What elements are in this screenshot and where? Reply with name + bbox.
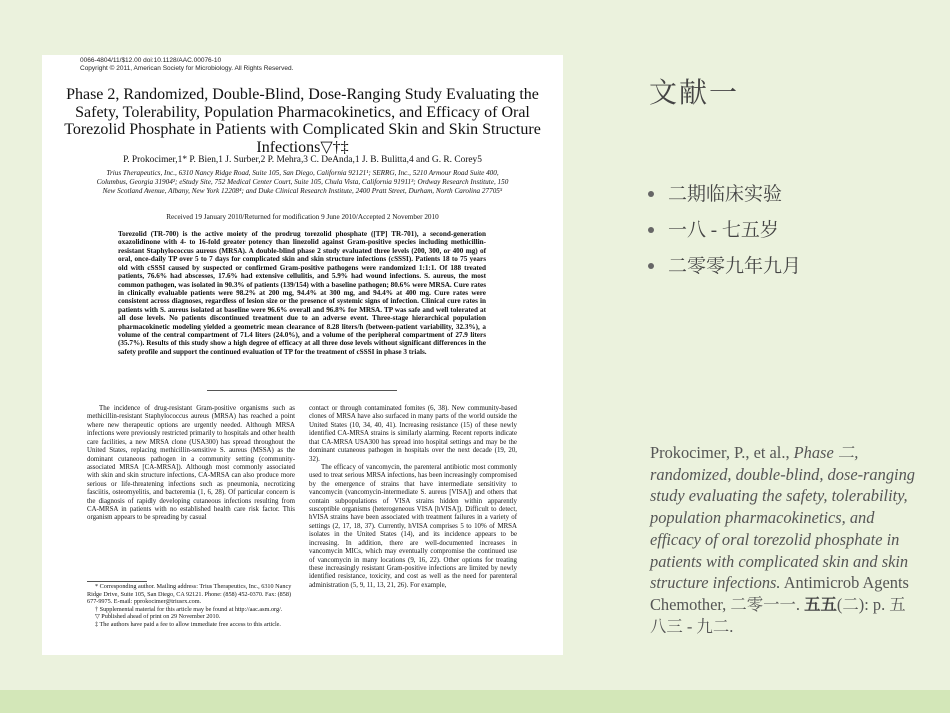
bullet-text: 二期临床实验: [668, 184, 783, 205]
bullet-item: [648, 249, 801, 285]
bullet-dot-icon: [648, 263, 654, 269]
article-authors: P. Prokocimer,1* P. Bien,1 J. Surber,2 P. Mehra,3 C. DeAnda,1 J. B. Bulitta,4 and G. R. Corey5: [123, 155, 482, 165]
body-column-right: [309, 405, 517, 590]
bullet-item: [648, 213, 801, 249]
footnote: ‡ The authors have paid a fee to allow immediate free access to this article.: [95, 620, 281, 628]
doi-line: 0066-4804/11/$12.00 doi:10.1128/AAC.00076-10: [80, 57, 222, 64]
footnote: † Supplemental material for this article may be found at http://aac.asm.org/.: [95, 605, 283, 613]
bullet-list: [648, 177, 801, 285]
abstract-divider: [207, 390, 397, 391]
footnote: ▽ Published ahead of print on 29 November 2010.: [95, 613, 221, 621]
citation-issue-pages: (二): p. 五八三 - 九二.: [650, 594, 906, 636]
article-affiliations: Trius Therapeutics, Inc., 6310 Nancy Ridge Road, Suite 105, San Diego, California 92121¹; SERRG, Inc., 5210 Armour Road Suite 400, Columbus, Georgia 31904²; eStudy Site, 752 Medical Center Court, Suite 105, Chula Vista, California 91911³; Ordway Research Institute, 150 New Scotland Avenue, Albany, New York 12208⁴; and Duke Clinical Research Institute, 2400 Pratt Street, Durham, North Carolina 27705⁵: [96, 169, 509, 195]
article-title: Phase 2, Randomized, Double-Blind, Dose-Ranging Study Evaluating the Safety, Tolerability, Population Pharmacokinetics, and Efficacy of Oral Torezolid Phosphate in Patients with Complicated Skin and Skin Structure Infections▽†‡: [64, 86, 541, 156]
body-paragraph: contact or through contaminated fomites (6, 38). New community-based clones of MRSA have also surfaced in many parts of the world outside the United States (10, 34, 40, 41). Increasing resistance (15) of these newly identified CA-MRSA strains is similarly alarming. Recent reports indicate that CA-MRSA USA300 has spread into hospital settings and may be the dominant cutaneous pathogen in hospitals over the next decade (19, 20, 32).: [309, 405, 517, 463]
citation-authors: Prokocimer, P., et al.,: [650, 443, 794, 462]
footnote-divider: [87, 581, 147, 582]
body-paragraph: The efficacy of vancomycin, the parenteral antibiotic most commonly used to treat serious MRSA infections, has been increasingly compromised by the emergence of strains that have intermediate sensitivity to vancomycin (vancomycin-intermediate S. aureus [VISA]) and others that contain subpopulations of VISA strains hidden within apparently susceptible organisms (heterogeneous VISA [hVISA]). Difficult to detect, hVISA strains have been associated with treatment failures in a variety of settings (2, 17, 18, 37). Currently, hVISA comprises 5 to 10% of MRSA isolates in the United States (14), and its incidence appears to be increasing. In addition, there are well-documented increases in vancomycin MICs, which may eventually compromise the continued use of vancomycin in many locations (9, 16, 22). Other options for treating these increasingly resistant Gram-positive infections are limited by newly identified resistance, toxicity, and cost as well as the need for parenteral administration (5, 9, 11, 13, 21, 26). For example,: [309, 463, 517, 589]
body-column-left: [87, 405, 295, 523]
footnote: * Corresponding author. Mailing address: Trius Therapeutics, Inc., 6310 Nancy Ridge Drive, Suite 105, San Diego, CA 92121. Phone: (858) 452-0370. Fax: (858) 677-9975. E-mail: pprokocimer@triusrx.com.: [87, 583, 292, 606]
footnotes: [87, 583, 295, 629]
received-dates: Received 19 January 2010/Returned for modification 9 June 2010/Accepted 2 November 2010: [166, 213, 439, 221]
citation-title: Phase 二, randomized, double-blind, dose-ranging study evaluating the safety, tolerability, population pharmacokinetics, and efficacy of oral torezolid phosphate in patients with complicated skin and skin structure infections.: [650, 443, 915, 593]
citation-volume: 五五: [804, 594, 837, 614]
reference-citation: [650, 442, 920, 637]
body-paragraph: The incidence of drug-resistant Gram-positive organisms such as methicillin-resistant Staphylococcus aureus (MRSA) has reached a point where new therapeutic options are urgently needed. Although MRSA infections were previously restricted primarily to hospitals and other health care facilities, a new MRSA clone (USA300) has spread throughout the United States, replacing methicillin-sensitive S. aureus (MSSA) as the dominant cutaneous pathogen in a community setting (community-associated MRSA [CA-MRSA]). Although most commonly associated with skin and skin structure infections, CA-MRSA can also produce more serious or life-threatening infections such as pneumonia, necrotizing fasciitis, osteomyelitis, and bacteremia (1, 6, 28). Of particular concern is the diagnosis of rapidly developing cutaneous infections resulting from CA-MRSA in patients with no established health care risk factor. This organism appears to be spreading by casual: [87, 405, 295, 522]
bottom-accent-bar: [0, 690, 950, 713]
article-abstract: Torezolid (TR-700) is the active moiety of the prodrug torezolid phosphate ([TP] TR-701), a second-generation oxazolidinone with 4- to 16-fold greater potency than linezolid against Gram-positive species including methicillin-resistant Staphylococcus aureus (MRSA). A double-blind phase 2 study evaluated three levels (200, 300, or 400 mg) of oral, once-daily TP over 5 to 7 days for complicated skin and skin structure infections (cSSSI). Patients 18 to 75 years old with cSSSI caused by suspected or confirmed Gram-positive pathogens were randomized 1:1:1. Of 188 treated patients, 76.6% had abscesses, 17.6% had extensive cellulitis, and 5.9% had wound infections. S. aureus, the most common pathogen, was isolated in 90.3% of patients (139/154) with a baseline pathogen; 80.6% were MRSA. Cure rates in clinically evaluable patients were 98.2% at 200 mg, 94.4% at 300 mg, and 94.4% at 400 mg. Cure rates were consistent across diagnoses, regardless of lesion size or the presence of systemic signs of infection. Clinical cure rates in patients with S. aureus isolated at baseline were 96.6% overall and 96.8% for MRSA. TP was safe and well tolerated at all dose levels. No patients discontinued treatment due to an adverse event. Three-stage hierarchical population pharmacokinetic modeling yielded a geometric mean clearance of 8.28 liters/h (between-patient variability, 32.3%), a volume of the central compartment of 71.4 liters (24.0%), and a volume of the peripheral compartment of 27.9 liters (35.7%). Results of this study show a high degree of efficacy at all three dose levels without significant differences in the safety profile and support the continued evaluation of TP for the treatment of cSSSI in phase 3 trials.: [118, 230, 486, 356]
slide-title: 文献一: [649, 78, 740, 109]
bullet-dot-icon: [648, 227, 654, 233]
bullet-text: 一八 - 七五岁: [668, 220, 779, 241]
bullet-item: [648, 177, 801, 213]
bullet-text: 二零零九年九月: [668, 256, 802, 277]
journal-article-page: [42, 55, 563, 655]
citation-journal: Antimicrob Agents Chemother, 二零一一.: [650, 573, 909, 614]
bullet-dot-icon: [648, 191, 654, 197]
copyright-line: Copyright © 2011, American Society for Microbiology. All Rights Reserved.: [80, 65, 294, 72]
